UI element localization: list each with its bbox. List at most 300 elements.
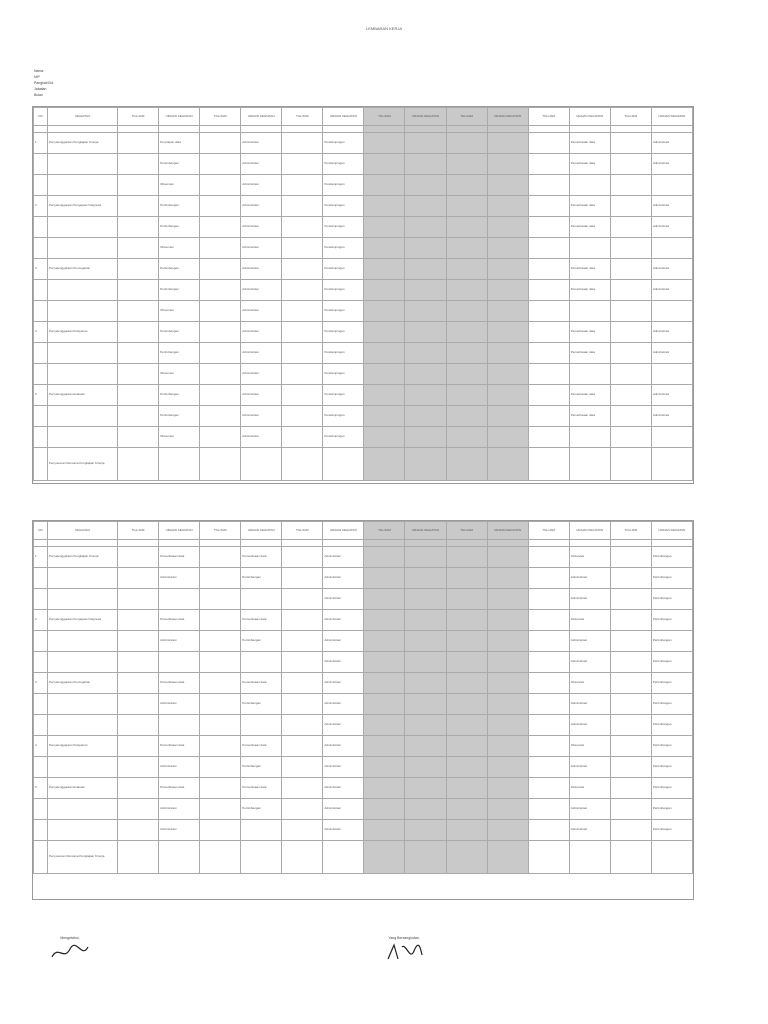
row-activity	[48, 343, 118, 364]
table-cell	[200, 652, 241, 673]
table-cell	[364, 799, 405, 820]
table-cell	[282, 673, 323, 694]
table-cell: Observasi	[159, 301, 200, 322]
signature-right-scrawl	[344, 941, 464, 963]
table-cell	[282, 406, 323, 427]
row-number	[34, 631, 48, 652]
number-cell	[528, 540, 569, 547]
table-cell	[241, 448, 282, 481]
table-row	[34, 133, 693, 154]
table-cell	[364, 736, 405, 757]
table-cell: Pertimbangan	[159, 280, 200, 301]
table-cell	[282, 757, 323, 778]
table-cell	[241, 820, 282, 841]
header-no: NO	[34, 108, 48, 126]
footer-row	[34, 448, 693, 481]
table-cell: Administrasi	[569, 631, 610, 652]
table-cell	[446, 778, 487, 799]
table-cell: Pemeriksaan data	[569, 385, 610, 406]
table-cell	[200, 673, 241, 694]
number-cell	[569, 126, 610, 133]
meta-row	[34, 92, 184, 98]
table-cell	[405, 448, 446, 481]
table-cell: Pendampingan	[323, 301, 364, 322]
table-cell	[569, 238, 610, 259]
table-cell: Administrasi	[569, 715, 610, 736]
table-cell: Administrasi	[651, 217, 692, 238]
table-cell: Administrasi	[241, 238, 282, 259]
table-cell	[446, 673, 487, 694]
table-cell	[610, 280, 651, 301]
table-row	[34, 427, 693, 448]
table-cell: Administrasi	[651, 406, 692, 427]
table-cell	[118, 757, 159, 778]
table-cell: Observasi	[569, 778, 610, 799]
header-cell: TGL/JAM	[528, 108, 569, 126]
table-cell: Pertimbangan	[241, 694, 282, 715]
table-row	[34, 778, 693, 799]
table-cell: Pendampingan	[323, 406, 364, 427]
table-cell	[118, 568, 159, 589]
meta-key: Pangkat/Gol	[34, 81, 54, 85]
row-number	[34, 217, 48, 238]
table-cell	[282, 610, 323, 631]
header-cell: URAIAN KEGIATAN	[159, 108, 200, 126]
table-cell	[405, 841, 446, 874]
header-cell: TGL/JAM	[282, 522, 323, 540]
table-cell: Administrasi	[241, 175, 282, 196]
table-cell: Administrasi	[323, 715, 364, 736]
table-cell	[487, 238, 528, 259]
header-cell: TGL/JAM	[610, 522, 651, 540]
table-row	[34, 301, 693, 322]
number-cell	[48, 540, 118, 547]
table-cell: Pemeriksaan data	[159, 610, 200, 631]
table-cell	[200, 196, 241, 217]
table-cell	[446, 610, 487, 631]
table-cell: Administrasi	[241, 385, 282, 406]
number-cell	[610, 540, 651, 547]
table-cell	[118, 736, 159, 757]
table-cell	[405, 778, 446, 799]
table-bottom	[32, 520, 694, 900]
signature-left-role: Mengetahui,	[60, 936, 80, 940]
table-cell	[282, 568, 323, 589]
table-cell	[364, 406, 405, 427]
table-cell	[405, 196, 446, 217]
row-number	[34, 427, 48, 448]
table-cell	[651, 238, 692, 259]
table-cell: Observasi	[159, 175, 200, 196]
table-cell	[405, 547, 446, 568]
table-cell: Administrasi	[159, 568, 200, 589]
row-activity: Penyelenggaraan Pelayanan	[48, 322, 118, 343]
row-activity: Penyelenggaraan Evaluasi	[48, 778, 118, 799]
table-cell	[487, 133, 528, 154]
table-cell: Pemeriksaan data	[569, 322, 610, 343]
table-cell	[528, 799, 569, 820]
row-number: 1	[34, 547, 48, 568]
number-cell	[241, 540, 282, 547]
table-cell	[118, 175, 159, 196]
table-cell	[487, 736, 528, 757]
table-cell: Administrasi	[651, 259, 692, 280]
header-cell: URAIAN KEGIATAN	[651, 108, 692, 126]
table-cell: Pertimbangan	[651, 820, 692, 841]
table-cell	[118, 610, 159, 631]
table-row	[34, 820, 693, 841]
table-cell	[528, 589, 569, 610]
table-cell	[118, 301, 159, 322]
table-cell: Administrasi	[651, 343, 692, 364]
table-cell: Pendampingan	[323, 238, 364, 259]
table-cell	[364, 673, 405, 694]
table-cell: Pemeriksaan data	[241, 736, 282, 757]
number-cell	[282, 540, 323, 547]
row-activity: Penyelenggaraan Pencegahan	[48, 673, 118, 694]
table-cell: Administrasi	[323, 652, 364, 673]
table-cell	[282, 175, 323, 196]
table-cell	[118, 343, 159, 364]
table-cell	[569, 841, 610, 874]
table-cell	[282, 652, 323, 673]
table-cell: Administrasi	[241, 154, 282, 175]
row-activity	[48, 175, 118, 196]
table-cell	[446, 820, 487, 841]
row-number	[34, 154, 48, 175]
number-cell	[446, 540, 487, 547]
table-cell: Pendampingan	[323, 385, 364, 406]
table-cell	[446, 736, 487, 757]
header-row	[34, 522, 693, 540]
row-activity	[48, 154, 118, 175]
table-cell: Administrasi	[569, 589, 610, 610]
table-cell: Observasi	[569, 547, 610, 568]
table-cell	[200, 364, 241, 385]
table-cell: Administrasi	[651, 280, 692, 301]
table-cell	[118, 715, 159, 736]
table-cell	[528, 301, 569, 322]
row-activity	[48, 652, 118, 673]
table-cell	[405, 301, 446, 322]
table-cell	[282, 217, 323, 238]
header-cell: URAIAN KEGIATAN	[241, 522, 282, 540]
table-cell	[528, 259, 569, 280]
row-number	[34, 238, 48, 259]
table-cell	[282, 820, 323, 841]
row-activity	[48, 238, 118, 259]
row-number: 4	[34, 736, 48, 757]
table-cell: Administrasi	[569, 799, 610, 820]
table-cell	[282, 799, 323, 820]
table-cell: Pertimbangan	[651, 673, 692, 694]
table-cell	[282, 301, 323, 322]
number-cell	[200, 540, 241, 547]
table-cell	[487, 427, 528, 448]
table-cell: Administrasi	[323, 610, 364, 631]
table-cell	[405, 631, 446, 652]
row-activity	[48, 694, 118, 715]
table-cell: Pendampingan	[323, 427, 364, 448]
table-cell: Observasi	[159, 238, 200, 259]
table-cell	[610, 757, 651, 778]
table-cell: Pemeriksaan data	[241, 673, 282, 694]
table-cell: Pertimbangan	[241, 631, 282, 652]
table-cell	[487, 631, 528, 652]
footer-text: Penyusunan Rencana Pengkajian Kinerja	[48, 448, 118, 481]
table-cell	[405, 175, 446, 196]
table-cell: Pendampingan	[323, 217, 364, 238]
table-cell	[487, 259, 528, 280]
table-cell: Administrasi	[241, 133, 282, 154]
table-cell	[282, 547, 323, 568]
table-cell	[118, 673, 159, 694]
table-cell: Pemeriksaan data	[569, 259, 610, 280]
table-cell	[118, 154, 159, 175]
table-cell: Pertimbangan	[159, 217, 200, 238]
number-cell	[34, 540, 48, 547]
table-cell	[200, 280, 241, 301]
table-cell	[487, 694, 528, 715]
table-row	[34, 343, 693, 364]
row-activity	[48, 364, 118, 385]
number-cell	[159, 126, 200, 133]
table-row	[34, 547, 693, 568]
table-cell: Pertimbangan	[651, 610, 692, 631]
table-cell	[487, 343, 528, 364]
table-cell	[282, 841, 323, 874]
table-cell	[405, 280, 446, 301]
table-cell	[282, 715, 323, 736]
table-cell: Pendampingan	[323, 322, 364, 343]
table-row	[34, 364, 693, 385]
table-row	[34, 175, 693, 196]
table-cell	[405, 799, 446, 820]
table-cell	[200, 589, 241, 610]
table-cell	[364, 568, 405, 589]
row-activity	[48, 568, 118, 589]
table-cell	[200, 820, 241, 841]
table-cell: Administrasi	[569, 820, 610, 841]
table-cell	[446, 406, 487, 427]
table-cell	[446, 427, 487, 448]
table-row	[34, 715, 693, 736]
table-cell: Pemeriksaan data	[569, 406, 610, 427]
table-cell	[487, 406, 528, 427]
table-cell	[241, 841, 282, 874]
header-cell: URAIAN KEGIATAN	[159, 522, 200, 540]
row-activity	[48, 217, 118, 238]
table-cell	[528, 715, 569, 736]
number-row	[34, 126, 693, 133]
number-cell	[282, 126, 323, 133]
number-cell	[487, 540, 528, 547]
table-cell	[528, 280, 569, 301]
table-cell	[610, 133, 651, 154]
meta-key: NIP	[34, 75, 40, 79]
header-cell: URAIAN KEGIATAN	[405, 522, 446, 540]
table-cell	[651, 175, 692, 196]
table-cell	[200, 133, 241, 154]
table-cell	[364, 757, 405, 778]
table-cell	[405, 385, 446, 406]
table-cell	[446, 631, 487, 652]
row-number	[34, 694, 48, 715]
table-cell	[528, 652, 569, 673]
table-cell	[200, 610, 241, 631]
table-cell: Pertimbangan	[651, 736, 692, 757]
row-number	[34, 820, 48, 841]
table-cell	[487, 175, 528, 196]
header-cell: TGL/JAM	[528, 522, 569, 540]
table-cell	[610, 154, 651, 175]
header-cell: TGL/JAM	[282, 108, 323, 126]
table-cell	[405, 715, 446, 736]
table-cell: Pendampingan	[323, 343, 364, 364]
table-cell	[282, 364, 323, 385]
table-cell	[610, 322, 651, 343]
table-cell	[282, 196, 323, 217]
table-cell	[528, 448, 569, 481]
table-cell: Administrasi	[323, 547, 364, 568]
table-cell	[118, 385, 159, 406]
table-cell	[569, 364, 610, 385]
table-cell: Administrasi	[651, 385, 692, 406]
table-cell: Administrasi	[159, 799, 200, 820]
table-cell	[610, 715, 651, 736]
table-cell	[200, 385, 241, 406]
table-cell: Pertimbangan	[159, 385, 200, 406]
table-cell: Pendampingan	[323, 364, 364, 385]
table-cell: Administrasi	[323, 673, 364, 694]
number-cell	[487, 126, 528, 133]
header-cell: URAIAN KEGIATAN	[487, 108, 528, 126]
row-activity	[48, 799, 118, 820]
table-cell	[487, 652, 528, 673]
table-cell	[446, 385, 487, 406]
table-row	[34, 799, 693, 820]
table-cell	[405, 238, 446, 259]
header-cell: TGL/JAM	[446, 108, 487, 126]
table-cell	[364, 589, 405, 610]
table-cell	[487, 778, 528, 799]
table-cell	[610, 694, 651, 715]
row-activity: Penyelenggaraan Pengkajian Kinerja	[48, 133, 118, 154]
table-cell	[610, 196, 651, 217]
table-cell	[118, 631, 159, 652]
table-cell: Pertimbangan	[651, 778, 692, 799]
table-cell	[200, 259, 241, 280]
table-cell: Administrasi	[159, 631, 200, 652]
table-row	[34, 196, 693, 217]
table-cell: Pemeriksaan data	[569, 154, 610, 175]
table-cell	[610, 568, 651, 589]
table-cell	[282, 694, 323, 715]
table-top	[32, 106, 694, 484]
number-cell	[34, 126, 48, 133]
table-cell	[118, 259, 159, 280]
table-cell	[282, 280, 323, 301]
header-cell: TGL/JAM	[200, 522, 241, 540]
table-cell: Administrasi	[241, 427, 282, 448]
number-cell	[405, 540, 446, 547]
row-number	[34, 757, 48, 778]
number-cell	[364, 126, 405, 133]
table-row	[34, 694, 693, 715]
table-cell	[446, 694, 487, 715]
table-cell: Administrasi	[323, 736, 364, 757]
row-number	[34, 589, 48, 610]
table-cell: Pemeriksaan data	[159, 736, 200, 757]
table-cell: Pendampingan	[323, 196, 364, 217]
table-cell	[364, 385, 405, 406]
row-activity: Penyelenggaraan Evaluasi	[48, 385, 118, 406]
table-cell	[446, 217, 487, 238]
table-cell	[610, 427, 651, 448]
table-cell	[405, 610, 446, 631]
table-cell: Administrasi	[159, 820, 200, 841]
table-cell	[487, 757, 528, 778]
table-cell: Pemeriksaan data	[569, 280, 610, 301]
number-cell	[48, 126, 118, 133]
table-cell	[487, 448, 528, 481]
header-cell: URAIAN KEGIATAN	[405, 108, 446, 126]
table-cell	[364, 820, 405, 841]
table-cell	[487, 385, 528, 406]
table-cell	[405, 133, 446, 154]
table-cell: Pemeriksaan data	[241, 610, 282, 631]
table-cell	[528, 547, 569, 568]
table-row	[34, 610, 693, 631]
header-cell: TGL/JAM	[200, 108, 241, 126]
table-cell: Administrasi	[323, 799, 364, 820]
row-number: 3	[34, 673, 48, 694]
table-cell	[282, 427, 323, 448]
table-cell	[528, 841, 569, 874]
row-number	[34, 301, 48, 322]
table-cell	[528, 154, 569, 175]
table-cell	[364, 301, 405, 322]
table-cell	[282, 259, 323, 280]
table-cell	[446, 196, 487, 217]
table-cell: Pertimbangan	[241, 757, 282, 778]
table-cell: Pemeriksaan data	[569, 343, 610, 364]
table-cell	[446, 799, 487, 820]
table-cell	[446, 589, 487, 610]
number-cell	[405, 126, 446, 133]
table-cell	[610, 364, 651, 385]
table-cell: Pendampingan	[323, 133, 364, 154]
table-cell	[364, 175, 405, 196]
number-cell	[118, 540, 159, 547]
header-cell: TGL/JAM	[118, 522, 159, 540]
schedule-table-top	[33, 107, 693, 481]
table-cell	[528, 736, 569, 757]
row-number: 5	[34, 778, 48, 799]
signature-left-scrawl	[10, 941, 130, 963]
table-cell	[610, 406, 651, 427]
table-cell	[118, 448, 159, 481]
table-cell	[200, 799, 241, 820]
table-cell	[569, 175, 610, 196]
table-cell: Pertimbangan	[159, 259, 200, 280]
table-cell	[446, 841, 487, 874]
table-cell	[200, 778, 241, 799]
row-number: 5	[34, 385, 48, 406]
table-cell	[528, 217, 569, 238]
header-cell: URAIAN KEGIATAN	[651, 522, 692, 540]
header-cell: URAIAN KEGIATAN	[569, 522, 610, 540]
